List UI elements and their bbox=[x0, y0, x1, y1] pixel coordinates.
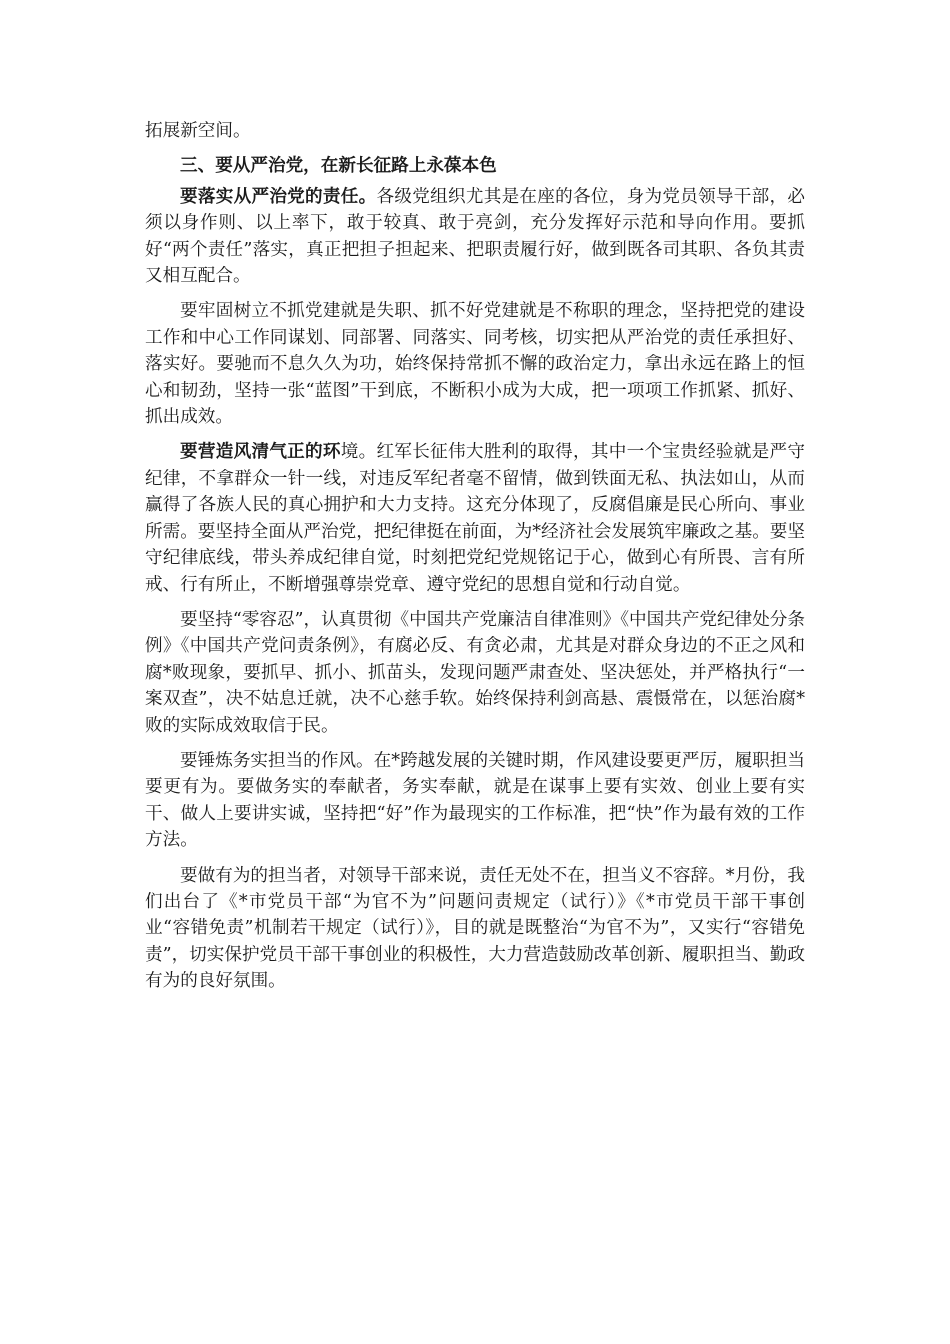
paragraph-lead-environment: 要营造风清气正的环 bbox=[180, 441, 341, 463]
paragraph-zero-tolerance: 要坚持“零容忍”，认真贯彻《中国共产党廉洁自律准则》《中国共产党纪律处分条例》《中国共产党问责条例》，有腐必反、有贪必肃，尤其是对群众身边的不正之风和腐*败现象，要抓早、抓小、抓苗头，发现问题严肃查处、坚决惩处，并严格执行“一案双查”，决不姑息迁就，决不心慈手软。始终保持利剑高悬、震慑常在，以惩治腐*败的实际成效取信于民。 bbox=[145, 609, 805, 736]
paragraph-environment bbox=[145, 439, 805, 597]
paragraph-lead-responsibility: 要落实从严治党的责任。 bbox=[180, 185, 377, 207]
paragraph-continuation: 拓展新空间。 bbox=[145, 121, 251, 141]
paragraph-accountability: 要做有为的担当者，对领导干部来说，责任无处不在，担当义不容辞。*月份，我们出台了《*市党员干部“为官不为”问题问责规定（试行）》《*市党员干部干事创业“容错免责”机制若干规定（试行）》，目的就是既整治“为官不为”，又实行“容错免责”，切实保护党员干部干事创业的积极性，大力营造鼓励改革创新、履职担当、勤政有为的良好氛围。 bbox=[145, 865, 805, 992]
document-page bbox=[145, 118, 805, 1004]
paragraph-party-building: 要牢固树立不抓党建就是失职、抓不好党建就是不称职的理念，坚持把党的建设工作和中心工作同谋划、同部署、同落实、同考核，切实把从严治党的责任承担好、落实好。要驰而不息久久为功，始终保持常抓不懈的政治定力，拿出永远在路上的恒心和韧劲，坚持一张“蓝图”干到底，不断积小成为大成，把一项项工作抓紧、抓好、抓出成效。 bbox=[145, 301, 805, 428]
paragraph-responsibility bbox=[145, 184, 805, 290]
paragraph-work-style: 要锤炼务实担当的作风。在*跨越发展的关键时期，作风建设要更严厉，履职担当要更有为。要做务实的奉献者，务实奉献，就是在谋事上要有实效、创业上要有实干、做人上要讲实诚，坚持把“好”作为最现实的工作标准，把“快”作为最有效的工作方法。 bbox=[145, 750, 805, 851]
section-heading: 三、要从严治党，在新长征路上永葆本色 bbox=[180, 155, 497, 177]
paragraph-body-responsibility: 各级党组织尤其是在座的各位，身为党员领导干部，必须以身作则、以上率下，敢于较真、敢于亮剑，充分发挥好示范和导向作用。要抓好“两个责任”落实，真正把担子担起来、把职责履行好，做到既各司其职、各负其责又相互配合。 bbox=[145, 186, 805, 287]
paragraph-body-environment: 境。红军长征伟大胜利的取得，其中一个宝贵经验就是严守纪律，不拿群众一针一线，对违反军纪者毫不留情，做到铁面无私、执法如山，从而赢得了各族人民的真心拥护和大力支持。这充分体现了，反腐倡廉是民心所向、事业所需。要坚持全面从严治党，把纪律挺在前面，为*经济社会发展筑牢廉政之基。要坚守纪律底线，带头养成纪律自觉，时刻把党纪党规铭记于心，做到心有所畏、言有所戒、行有所止，不断增强尊崇党章、遵守党纪的思想自觉和行动自觉。 bbox=[145, 442, 805, 595]
